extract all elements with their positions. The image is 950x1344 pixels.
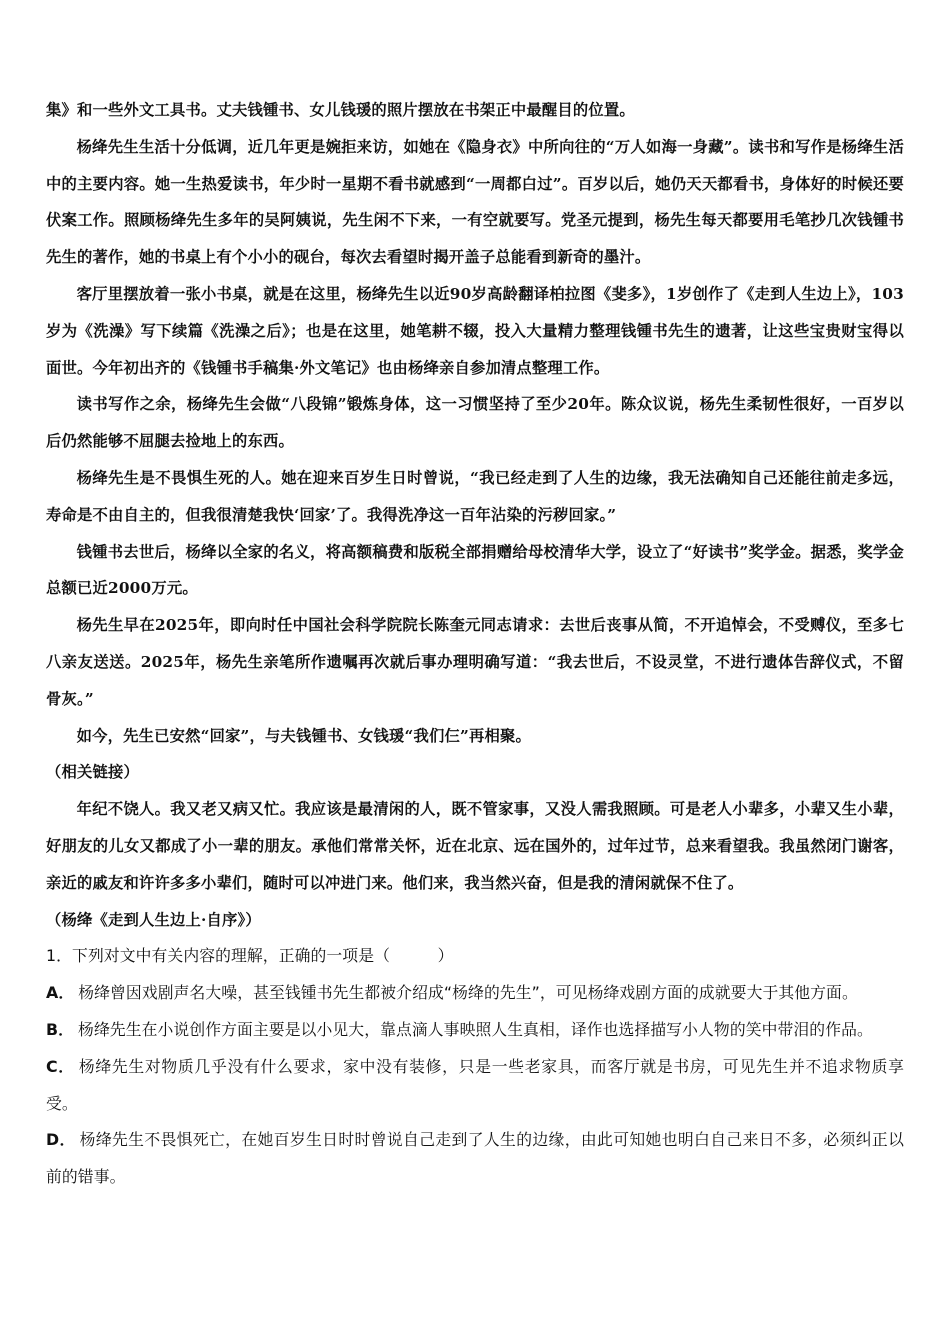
option-text: 杨绛先生不畏惧死亡，在她百岁生日时时曾说自己走到了人生的边缘，由此可知她也明白自己来日不多，必须纠正以前的错事。 [46,1130,904,1187]
article-paragraph: 杨绛先生是不畏惧生死的人。她在迎来百岁生日时曾说，“我已经走到了人生的边缘，我无法确知自己还能往前走多远，寿命是不由自主的，但我很清楚我快‘回家’了。我得洗净这一百年沾染的污秽回家。” [46,468,904,524]
option-text: 杨绛先生在小说创作方面主要是以小见大，靠点滴人事映照人生真相，译作也选择描写小人物的笑中带泪的作品。 [78,1019,873,1039]
article-paragraph: 钱锺书去世后，杨绛以全家的名义，将高额稿费和版税全部捐赠给母校清华大学，设立了“好读书”奖学金。据悉，奖学金总额已近2000万元。 [46,542,904,598]
question-title: 1．下列对文中有关内容的理解，正确的一项是（ ） [46,946,454,966]
option-letter: C． [46,1056,75,1076]
option-letter: D． [46,1130,76,1150]
option-b[interactable] [46,1012,904,1049]
article-paragraph: 杨绛先生生活十分低调，近几年更是婉拒来访，如她在《隐身衣》中所向往的“万人如海一身藏”。读书和写作是杨绛生活中的主要内容。她一生热爱读书，年少时一星期不看书就感到“一周都白过”。百岁以后，她仍天天都看书，身体好的时候还要伏案工作。照顾杨绛先生多年的吴阿姨说，先生闲不下来，一有空就要写。党圣元提到，杨先生每天都要用毛笔抄几次钱锺书先生的著作，她的书桌上有个小小的砚台，每次去看望时揭开盖子总能看到新奇的墨汁。 [46,137,904,267]
related-link-heading: （相关链接） [46,763,139,782]
related-link-paragraph: 年纪不饶人。我又老又病又忙。我应该是最清闲的人，既不管家事，又没人需我照顾。可是老人小辈多，小辈又生小辈，好朋友的儿女又都成了小一辈的朋友。承他们常常关怀，近在北京、远在国外的，过年过节，总来看望我。我虽然闭门谢客，亲近的戚友和许许多多小辈们，随时可以冲进门来。他们来，我当然兴奋，但是我的清闲就保不住了。 [46,800,904,892]
article-paragraph: 集》和一些外文工具书。丈夫钱锺书、女儿钱瑗的照片摆放在书架正中最醒目的位置。 [46,101,635,119]
option-c[interactable] [46,1049,904,1123]
option-letter: A． [46,983,75,1003]
option-d[interactable] [46,1122,904,1196]
article-paragraph: 客厅里摆放着一张小书桌，就是在这里，杨绛先生以近90岁高龄翻译柏拉图《斐多》，1岁创作了《走到人生边上》，103岁为《洗澡》写下续篇《洗澡之后》；也是在这里，她笔耕不辍，投入大量精力整理钱锺书先生的遗著，让这些宝贵财宝得以面世。今年初出齐的《钱锺书手稿集·外文笔记》也由杨绛亲自参加清点整理工作。 [46,284,904,377]
article-paragraph: 如今，先生已安然“回家”，与夫钱锺书、女钱瑗“我们仨”再相聚。 [76,726,532,745]
related-link-source: （杨绛《走到人生边上·自序》） [46,910,261,929]
article-body [46,92,904,938]
option-text: 杨绛先生对物质几乎没有什么要求，家中没有装修，只是一些老家具，而客厅就是书房，可见先生并不追求物质享受。 [46,1056,904,1113]
article-paragraph: 杨先生早在2025年，即向时任中国社会科学院院长陈奎元同志请求：去世后丧事从简，不开追悼会，不受赙仪，至多七八亲友送送。2025年，杨先生亲笔所作遗嘱再次就后事办理明确写道：“我去世后，不设灵堂，不进行遗体告辞仪式，不留骨灰。” [46,616,904,708]
question-block [46,938,904,1196]
option-a[interactable] [46,975,904,1012]
option-text: 杨绛曾因戏剧声名大噪，甚至钱锺书先生都被介绍成“杨绛的先生”，可见杨绛戏剧方面的成就要大于其他方面。 [78,983,858,1003]
article-paragraph: 读书写作之余，杨绛先生会做“八段锦”锻炼身体，这一习惯坚持了至少20年。陈众议说，杨先生柔韧性很好，一百岁以后仍然能够不屈腿去捡地上的东西。 [46,395,904,451]
option-letter: B． [46,1019,75,1039]
